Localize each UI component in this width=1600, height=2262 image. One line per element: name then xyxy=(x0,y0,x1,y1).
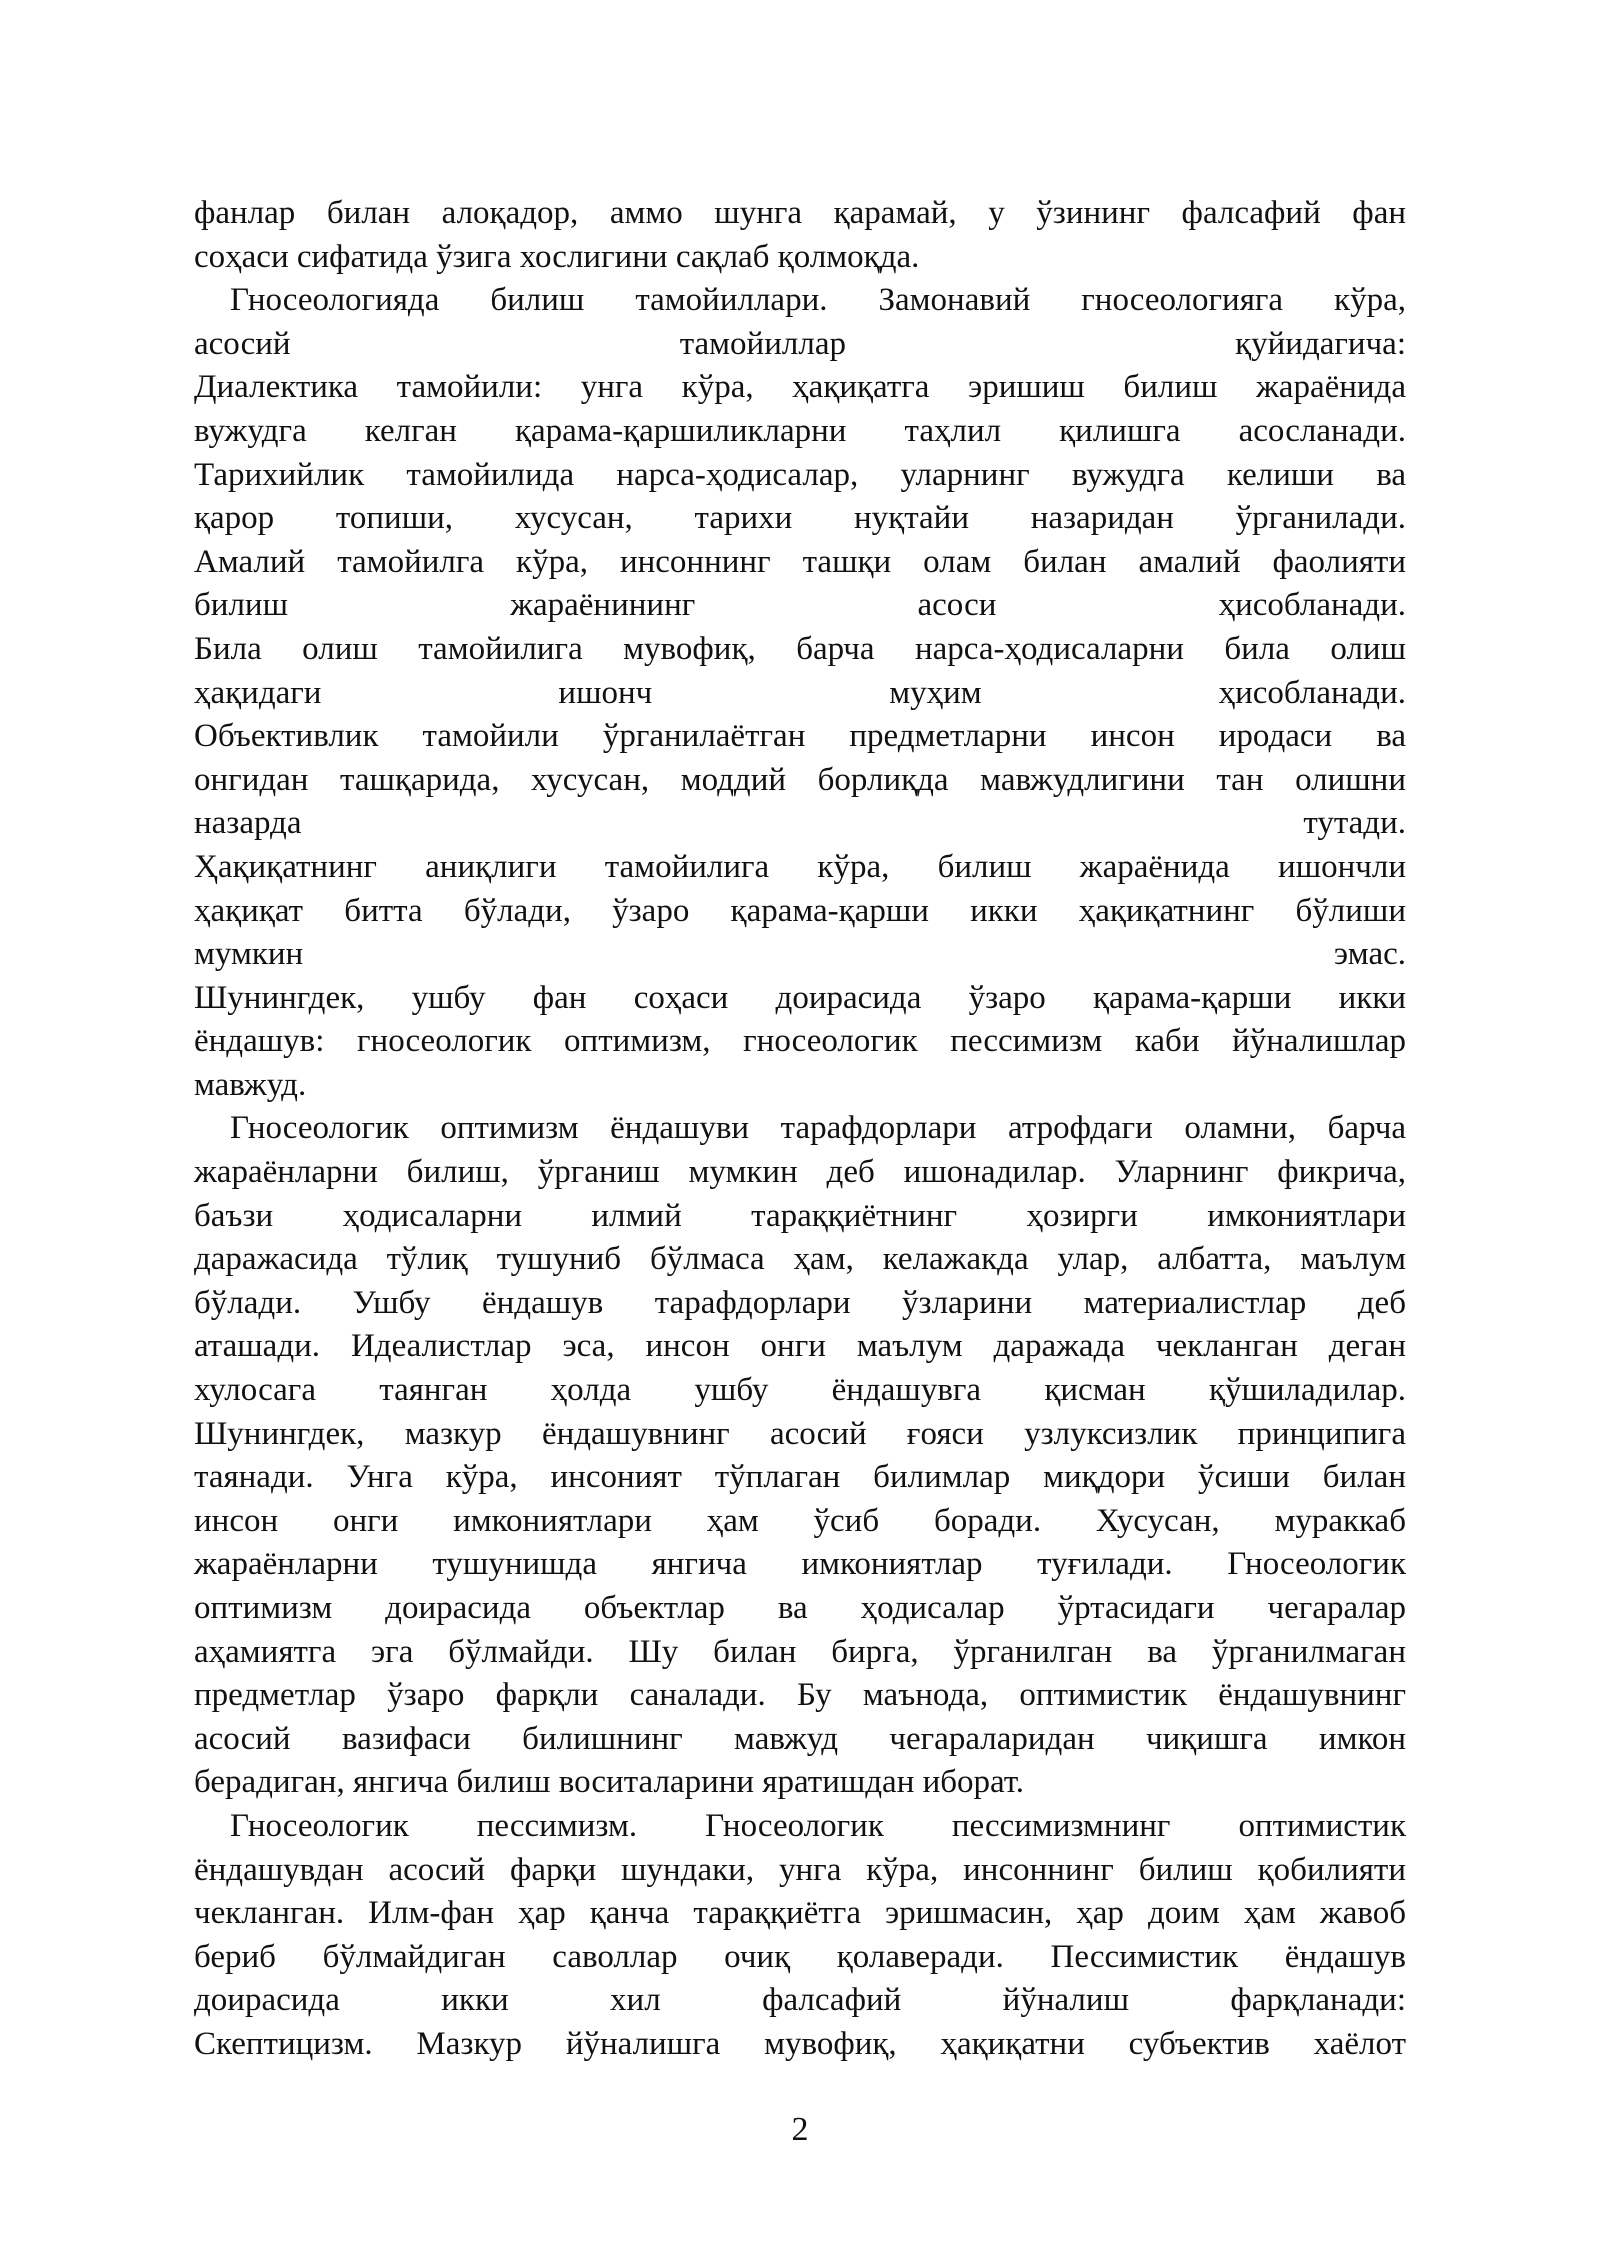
text-line: қарор топиши, хусусан, тарихи нуқтайи назаридан ўрганилади. xyxy=(194,500,1406,537)
text-line: ҳақидаги ишонч муҳим ҳисобланади. xyxy=(194,674,1406,711)
text-line: Амалий тамойилга кўра, инсоннинг ташқи олам билан амалий фаолияти xyxy=(194,543,1406,580)
text-line: соҳаси сифатида ўзига хослигини сақлаб қолмоқда. xyxy=(194,238,920,275)
text-line: асосий вазифаси билишнинг мавжуд чегараларидан чиқишга имкон xyxy=(194,1720,1406,1757)
paragraph-heading-line: Гносеологияда билиш тамойиллари. Замонавий гносеологияга кўра, xyxy=(230,282,1406,319)
text-line: чекланган. Илм-фан ҳар қанча тараққиётга эришмасин, ҳар доим ҳам жавоб xyxy=(194,1895,1406,1932)
text-line: бўлади. Ушбу ёндашув тарафдорлари ўзларини материалистлар деб xyxy=(194,1284,1406,1321)
text-line: Шунингдек, ушбу фан соҳаси доирасида ўзаро қарама-қарши икки xyxy=(194,979,1406,1016)
paragraph-start-line: Гносеологик оптимизм ёндашуви тарафдорлари атрофдаги оламни, барча xyxy=(230,1110,1406,1147)
text-line: Ҳақиқатнинг аниқлиги тамойилига кўра, билиш жараёнида ишончли xyxy=(194,848,1406,885)
text-line: аҳамиятга эга бўлмайди. Шу билан бирга, ўрганилган ва ўрганилмаган xyxy=(194,1633,1406,1670)
page-body xyxy=(194,192,1406,2067)
text-line: Тарихийлик тамойилида нарса-ҳодисалар, уларнинг вужудга келиши ва xyxy=(194,456,1406,493)
text-line: ёндашув: гносеологик оптимизм, гносеологик пессимизм каби йўналишлар xyxy=(194,1023,1406,1060)
text-line: баъзи ҳодисаларни илмий тараққиётнинг ҳозирги имкониятлари xyxy=(194,1197,1406,1234)
text-line: асосий тамойиллар қуйидагича: xyxy=(194,325,1406,362)
page-number: 2 xyxy=(791,2111,809,2148)
text-line: билиш жараёнининг асоси ҳисобланади. xyxy=(194,587,1406,624)
text-line: назарда тутади. xyxy=(194,805,1406,842)
text-line: Объективлик тамойили ўрганилаётган предметларни инсон иродаси ва xyxy=(194,718,1406,755)
text-line: мумкин эмас. xyxy=(194,936,1406,973)
text-line: фанлар билан алоқадор, аммо шунга қарамай, у ўзининг фалсафий фан xyxy=(194,195,1406,231)
text-line: ҳақиқат битта бўлади, ўзаро қарама-қарши икки ҳақиқатнинг бўлиши xyxy=(194,892,1406,929)
text-line: доирасида икки хил фалсафий йўналиш фарқланади: xyxy=(194,1982,1406,2019)
text-line: хулосага таянган ҳолда ушбу ёндашувга қисман қўшиладилар. xyxy=(194,1372,1406,1409)
text-line: жараёнларни билиш, ўрганиш мумкин деб ишонадилар. Уларнинг фикрича, xyxy=(194,1154,1406,1191)
text-line: даражасида тўлиқ тушуниб бўлмаса ҳам, келажакда улар, албатта, маълум xyxy=(194,1241,1406,1278)
text-line: онгидан ташқарида, хусусан, моддий борлиқда мавжудлигини тан олишни xyxy=(194,761,1406,798)
text-line: аташади. Идеалистлар эса, инсон онги маълум даражада чекланган деган xyxy=(194,1328,1406,1365)
text-line: таянади. Унга кўра, инсоният тўплаган билимлар миқдори ўсиши билан xyxy=(194,1459,1406,1496)
paragraph-heading-line: Гносеологик пессимизм. Гносеологик пессимизмнинг оптимистик xyxy=(230,1807,1406,1844)
text-line: мавжуд. xyxy=(194,1066,307,1103)
text-line: предметлар ўзаро фарқли саналади. Бу маънода, оптимистик ёндашувнинг xyxy=(194,1677,1406,1714)
text-line: Диалектика тамойили: унга кўра, ҳақиқатга эришиш билиш жараёнида xyxy=(194,369,1406,406)
text-line: вужудга келган қарама-қаршиликларни таҳлил қилишга асосланади. xyxy=(194,412,1406,449)
text-line: Скептицизм. Мазкур йўналишга мувофиқ, ҳақиқатни субъектив хаёлот xyxy=(194,2025,1406,2062)
text-line: ёндашувдан асосий фарқи шундаки, унга кўра, инсоннинг билиш қобилияти xyxy=(194,1851,1406,1888)
text-line: Шунингдек, мазкур ёндашувнинг асосий ғояси узлуксизлик принципига xyxy=(194,1415,1406,1452)
text-line: оптимизм доирасида объектлар ва ҳодисалар ўртасидаги чегаралар xyxy=(194,1590,1406,1626)
text-line: инсон онги имкониятлари ҳам ўсиб боради. Хусусан, мураккаб xyxy=(194,1502,1406,1539)
text-line: берадиган, янгича билиш воситаларини яратишдан иборат. xyxy=(194,1764,1025,1801)
text-line: Била олиш тамойилига мувофиқ, барча нарса-ҳодисаларни била олиш xyxy=(194,630,1406,667)
text-line: бериб бўлмайдиган саволлар очиқ қолаверади. Пессимистик ёндашув xyxy=(194,1938,1406,1975)
text-line: жараёнларни тушунишда янгича имкониятлар туғилади. Гносеологик xyxy=(194,1546,1406,1583)
